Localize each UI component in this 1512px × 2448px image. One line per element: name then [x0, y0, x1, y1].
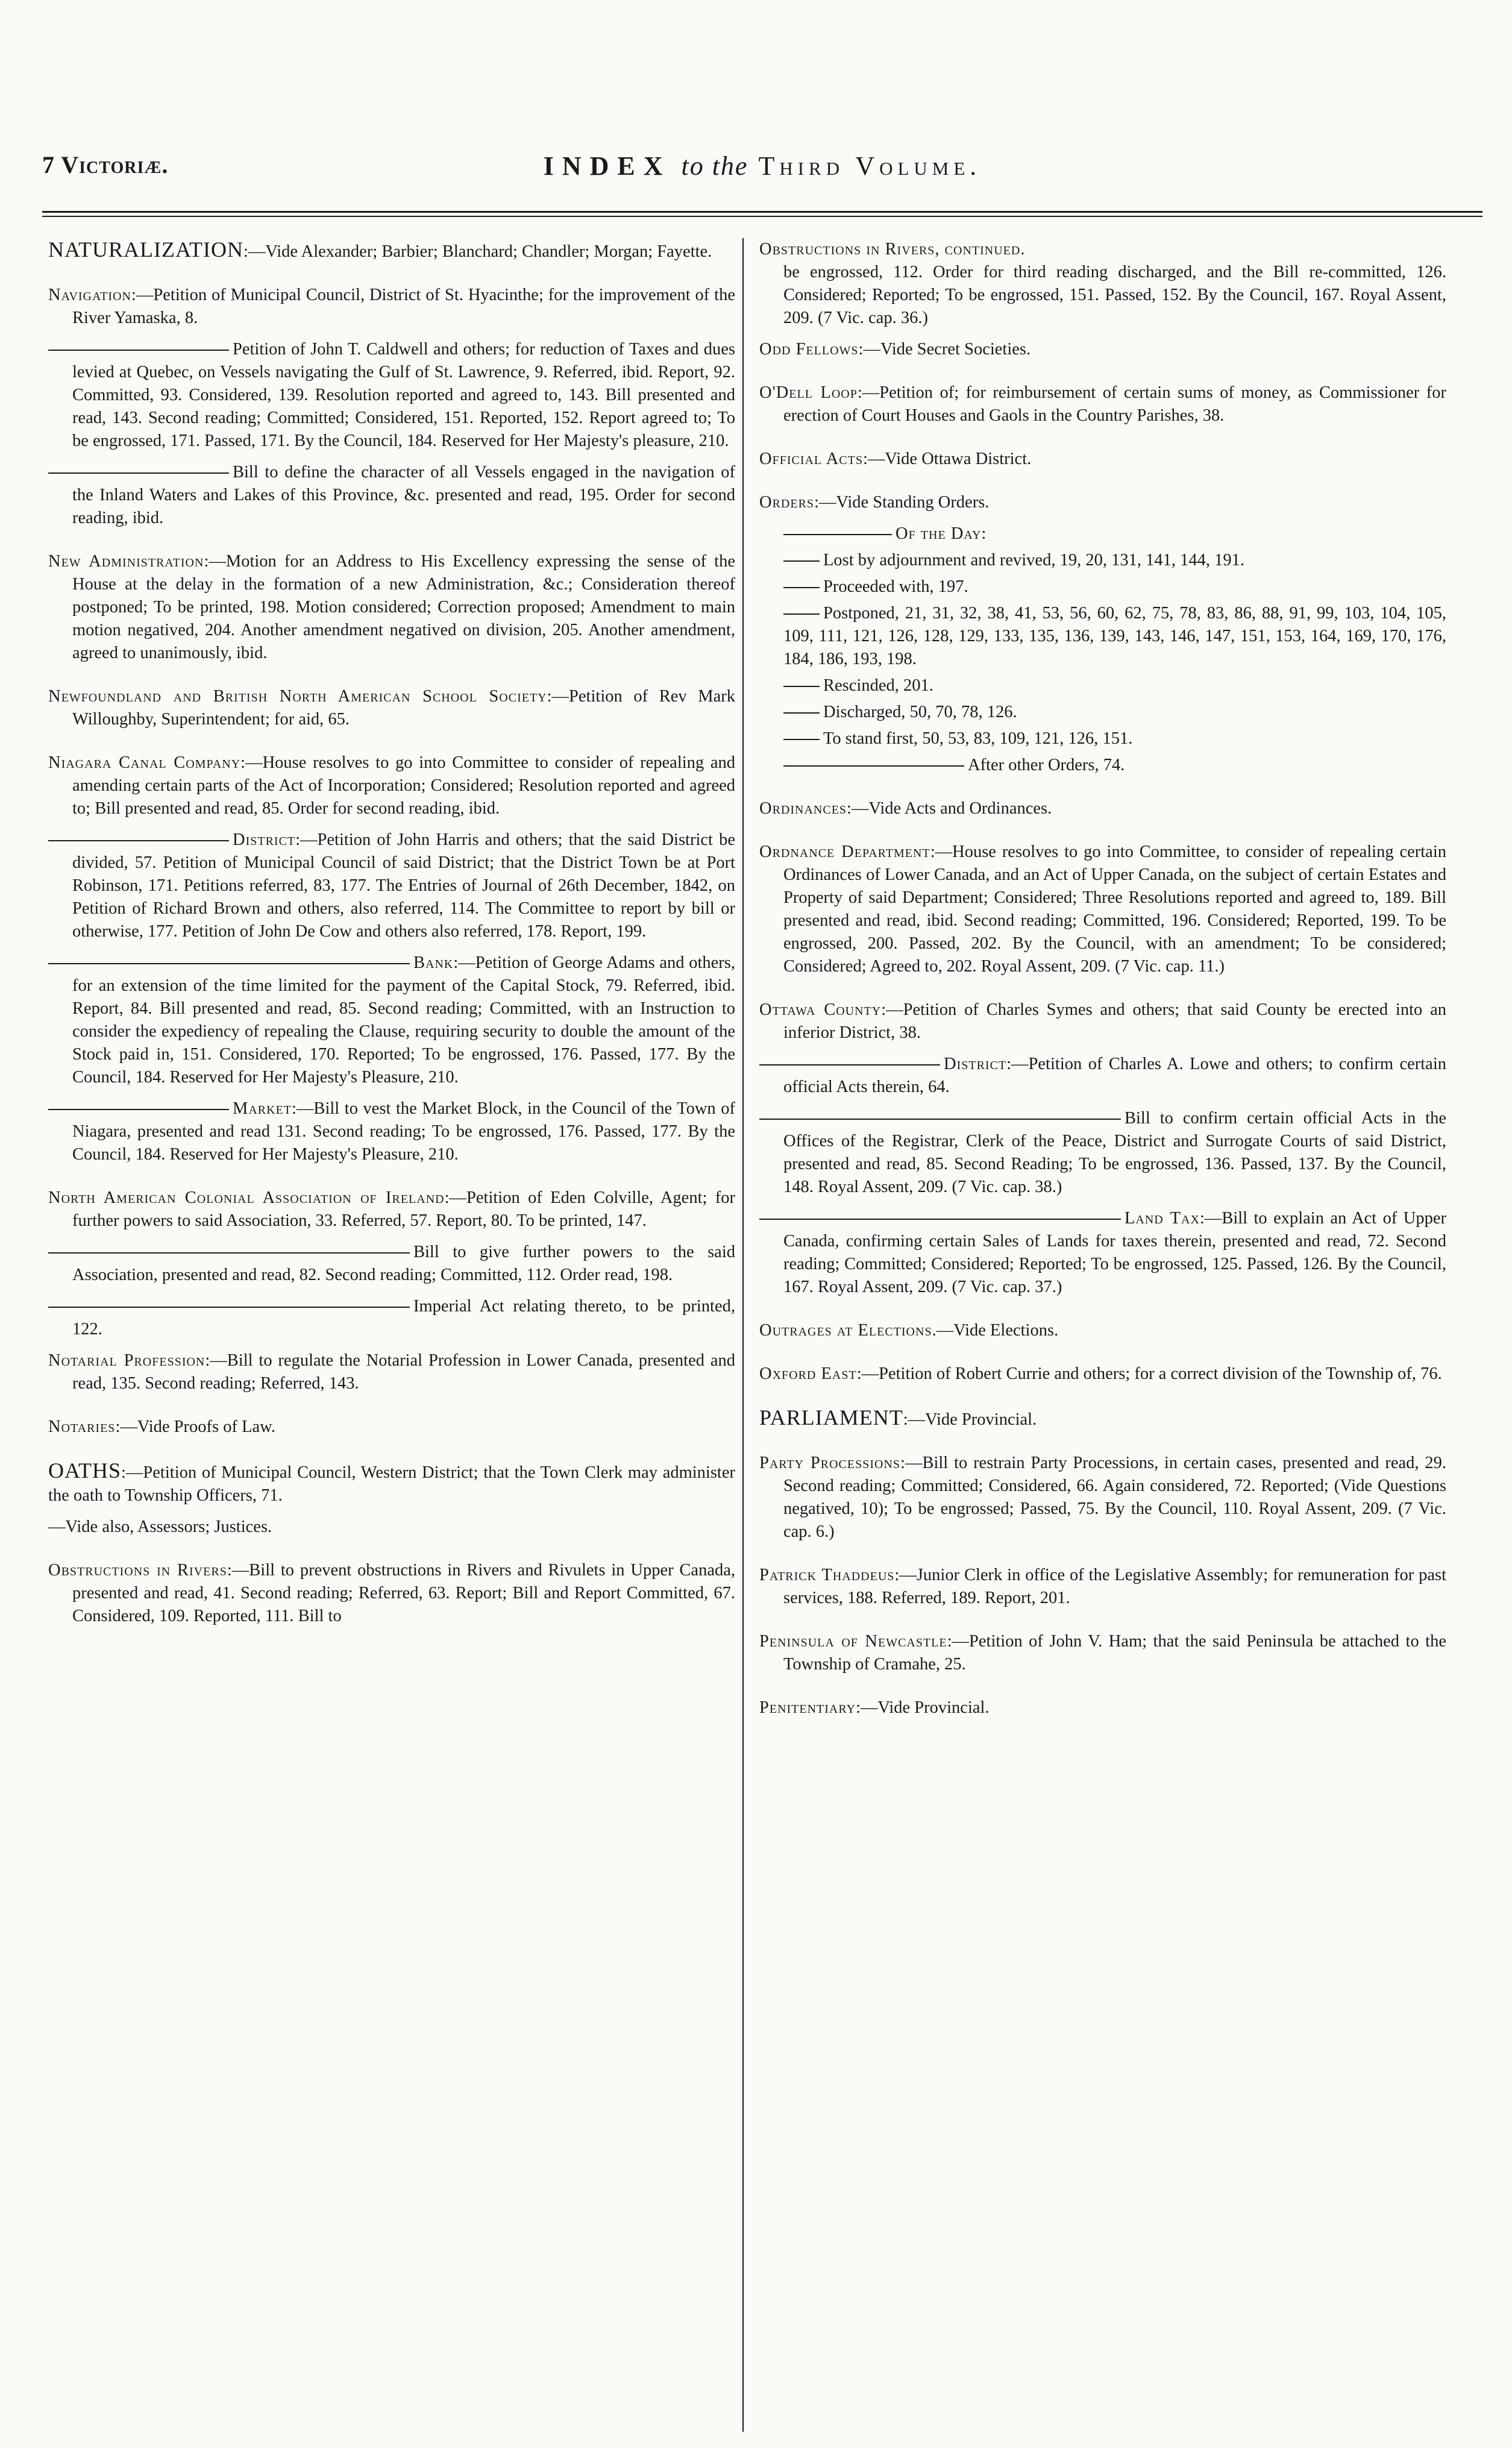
- index-subentry: [48, 952, 735, 1089]
- index-entry-naturalization: [48, 238, 735, 263]
- entry-text: :—House resolves to go into Committee to consider of repealing and amending certain parts of the Act of Incorporation; Considered; Resolution reported and agreed to; Bill presented and read, 85. Order for second reading, ibid.: [72, 753, 735, 818]
- index-subentry: [759, 602, 1446, 671]
- dash-rule: [48, 472, 229, 474]
- entry-text: Postponed, 21, 31, 32, 38, 41, 53, 56, 60, 62, 75, 78, 83, 86, 88, 91, 99, 103, 104, 105, 109, 111, 121, 126, 128, 129, 133, 135, 136, 139, 143, 146, 147, 151, 153, 164, 169, 170, 176, 184, 186, 193, 198.: [783, 604, 1446, 668]
- index-entry-notaries: [48, 1416, 735, 1439]
- entry-text: After other Orders, 74.: [968, 756, 1125, 774]
- index-subentry: [759, 523, 1446, 545]
- entry-head: Oxford East: [759, 1364, 857, 1383]
- entry-text: :—Petition of Municipal Council, District of St. Hyacinthe; for the improvement of the River Yamaska, 8.: [72, 286, 735, 327]
- title-lead: INDEX: [543, 151, 671, 181]
- dash-rule: [759, 1064, 940, 1066]
- entry-head: Newfoundland and British North American School Society: [48, 687, 547, 706]
- entry-text: :—Petition of John V. Ham; that the said Peninsula be attached to the Township of Cramahe, 25.: [783, 1632, 1446, 1674]
- index-entry-odell-loop: [759, 381, 1446, 427]
- entry-text: :—Petition of Municipal Council, Western District; that the Town Clerk may administer the oath to Township Officers, 71.: [48, 1463, 735, 1505]
- entry-head: North American Colonial Association of Ireland: [48, 1188, 445, 1207]
- index-entry-official-acts: [759, 448, 1446, 471]
- entry-text: —Vide also, Assessors; Justices.: [48, 1517, 272, 1536]
- dash-rule: [48, 1252, 410, 1254]
- index-entry-patrick-thaddeus: [759, 1564, 1446, 1610]
- entry-text: :—Vide Standing Orders.: [814, 493, 990, 512]
- entry-head: Ottawa County: [759, 1000, 882, 1019]
- entry-text: :—Petition of Robert Currie and others; for a correct division of the Township of, 76.: [856, 1364, 1442, 1383]
- index-subentry: [48, 1516, 735, 1539]
- index-entry-party-processions: [759, 1452, 1446, 1543]
- entry-head: Navigation: [48, 286, 131, 304]
- index-subentry: [48, 1295, 735, 1341]
- dash-rule: [783, 686, 820, 687]
- index-entry-peninsula: [759, 1630, 1446, 1676]
- dash-rule: [783, 712, 820, 714]
- index-entry-north-american: [48, 1187, 735, 1232]
- left-column: [48, 238, 735, 2432]
- index-subentry: [759, 549, 1446, 572]
- entry-text: Bill to give further powers to the said Association, presented and read, 82. Second reading; Committed, 112. Order read, 198.: [72, 1243, 735, 1284]
- entry-subhead: Bank: [413, 953, 454, 972]
- entry-head: Orders: [759, 493, 815, 512]
- entry-subhead: District: [944, 1055, 1007, 1073]
- index-entry-ordinances: [759, 797, 1446, 820]
- entry-head: Niagara Canal Company: [48, 753, 241, 772]
- entry-text: Proceeded with, 197.: [823, 577, 968, 596]
- entry-text: :—Bill to prevent obstructions in Rivers and Rivulets in Upper Canada, presented and read, 41. Second reading; Referred, 63. Report; Bill and Report Committed, 67. Considered, 109. Reported, 111. Bill to: [72, 1561, 735, 1625]
- column-divider: [742, 238, 744, 2432]
- index-subentry: [48, 1097, 735, 1166]
- index-subentry: [759, 1107, 1446, 1199]
- index-subentry: [48, 829, 735, 943]
- entry-text: :—Bill to regulate the Notarial Profession in Lower Canada, presented and read, 135. Second reading; Referred, 143.: [72, 1351, 735, 1393]
- entry-text: :—House resolves to go into Committee, to consider of repealing certain Ordinances of Lower Canada, and an Act of Upper Canada, on the subject of certain Estates and Property of said Department; Considered; Three Resolutions reported and agreed to, 189. Bill presented and read, ibid. Second reading; Committed, 196. Considered; Reported, 199. To be engrossed, 200. Passed, 202. By the Council, with an amendment; To be considered; Considered; Agreed to, 202. Royal Assent, 209. (7 Vic. cap. 11.): [783, 843, 1446, 976]
- index-subentry: [48, 338, 735, 453]
- page-header: [42, 151, 1482, 199]
- entry-text: :—Vide Provincial.: [856, 1698, 990, 1717]
- entry-subhead: Market: [233, 1099, 292, 1118]
- dash-rule: [759, 1119, 1121, 1120]
- entry-head: O'Dell Loop: [759, 383, 858, 402]
- index-entry-ordnance: [759, 841, 1446, 978]
- entry-text: .—Vide Elections.: [932, 1321, 1059, 1340]
- index-subentry: [48, 461, 735, 530]
- index-entry-ottawa-county: [759, 999, 1446, 1044]
- entry-head: Outrages at Elections: [759, 1321, 932, 1340]
- entry-text: :—Petition of John Harris and others; that the said District be divided, 57. Petition of Municipal Council of said District; that the District Town be at Port Robinson, 171. Petitions referred, 83, 177. The Entries of Journal of 26th December, 1842, on Petition of Richard Brown and others, also referred, 114. The Committee to report by bill or otherwise, 177. Petition of John De Cow and others also referred, 178. Report, 199.: [72, 830, 735, 941]
- entry-text: Bill to confirm certain official Acts in the Offices of the Registrar, Clerk of the Peace, District and Surrogate Courts of said District, presented and read, 85. Second Reading; To be engrossed, 136. Passed, 137. By the Council, 148. Royal Assent, 209. (7 Vic. cap. 38.): [783, 1109, 1446, 1196]
- index-entry-orders: [759, 491, 1446, 514]
- entry-subhead: District: [233, 830, 296, 849]
- index-entry-new-administration: [48, 550, 735, 665]
- index-entry-penitentiary: [759, 1696, 1446, 1719]
- index-subentry: [759, 1207, 1446, 1299]
- index-subentry: [759, 754, 1446, 777]
- index-entry-navigation: [48, 284, 735, 330]
- index-entry-oxford-east: [759, 1363, 1446, 1386]
- dash-rule: [783, 560, 820, 562]
- entry-text: :—Petition of Charles A. Lowe and others; to confirm certain official Acts therein, 64.: [783, 1055, 1446, 1096]
- entry-text: :—Bill to explain an Act of Upper Canada, confirming certain Sales of Lands for taxes therein, presented and read, 72. Second reading; Committed; Considered; Reported; To be engrossed, 125. Passed, 126. By the Council, 167. Royal Assent, 209. (7 Vic. cap. 37.): [783, 1209, 1446, 1296]
- index-entry-niagara: [48, 752, 735, 820]
- entry-text: :—Bill to vest the Market Block, in the Council of the Town of Niagara, presented and read 131. Second reading; To be engrossed, 176. Passed, 177. By the Council, 184. Reserved for Her Majesty's Pleasure, 210.: [72, 1099, 735, 1164]
- dash-rule: [783, 614, 820, 615]
- entry-text: :—Petition of Eden Colville, Agent; for further powers to said Association, 33. Referred, 57. Report, 80. To be printed, 147.: [72, 1188, 735, 1230]
- index-entry-obstructions-cont: [759, 238, 1446, 330]
- index-subentry: [759, 701, 1446, 724]
- index-subentry: [759, 727, 1446, 750]
- entry-head: Penitentiary: [759, 1698, 856, 1717]
- entry-subhead: Of the Day: [896, 524, 982, 543]
- index-entry-outrages: [759, 1319, 1446, 1342]
- right-column: [759, 238, 1446, 2432]
- entry-head: OATHS: [48, 1458, 122, 1483]
- entry-text: :—Vide Acts and Ordinances.: [847, 799, 1052, 818]
- index-entry-newfoundland: [48, 685, 735, 731]
- entry-head: Ordinances: [759, 799, 847, 818]
- entry-text: Discharged, 50, 70, 78, 126.: [823, 703, 1017, 721]
- entry-head: Patrick Thaddeus: [759, 1566, 895, 1584]
- entry-head: Peninsula of Newcastle: [759, 1632, 947, 1651]
- dash-rule: [759, 1219, 1121, 1220]
- folio: 7 Victoriæ.: [42, 151, 169, 178]
- dash-rule: [783, 765, 964, 767]
- index-subentry: [759, 674, 1446, 697]
- entry-head: Notarial Profession: [48, 1351, 205, 1370]
- dash-rule: [48, 350, 229, 351]
- dash-rule: [783, 534, 892, 535]
- entry-head: New Administration: [48, 552, 204, 571]
- entry-text: :—Motion for an Address to His Excellency expressing the sense of the House at the delay in the formation of a new Administration, &c.; Consideration thereof postponed; To be printed, 198. Motion considered; Correction proposed; Amendment to main motion negatived, 204. Another amendment negatived on division, 205. Another amendment, agreed to unanimously, ibid.: [72, 552, 735, 662]
- entry-text: :—Vide Secret Societies.: [858, 340, 1031, 359]
- entry-text: be engrossed, 112. Order for third reading discharged, and the Bill re-committed, 126. Considered; Reported; To be engrossed, 151. Passed, 152. By the Council, 167. Royal Assent, 209. (7 Vic. cap. 36.): [783, 263, 1446, 327]
- entry-head: Obstructions in Rivers, continued.: [759, 240, 1026, 259]
- entry-head: Party Processions: [759, 1454, 901, 1472]
- entry-head: Official Acts: [759, 450, 863, 468]
- entry-text: :—Vide Proofs of Law.: [115, 1417, 275, 1436]
- entry-text: :—Petition of; for reimbursement of certain sums of money, as Commissioner for erection of Court Houses and Gaols in the Country Parishes, 38.: [783, 383, 1446, 425]
- entry-text: :—Vide Provincial.: [903, 1410, 1037, 1429]
- entry-text: To stand first, 50, 53, 83, 109, 121, 126, 151.: [823, 729, 1133, 748]
- entry-head: Obstructions in Rivers: [48, 1561, 227, 1580]
- dash-rule: [48, 840, 229, 841]
- entry-text: Lost by adjournment and revived, 19, 20, 131, 141, 144, 191.: [823, 551, 1244, 570]
- entry-text: :—Vide Ottawa District.: [862, 450, 1032, 468]
- header-rule-thin: [42, 216, 1482, 217]
- entry-text: :—Petition of Rev Mark Willoughby, Superintendent; for aid, 65.: [72, 687, 735, 729]
- entry-text: :—Petition of Charles Symes and others; that said County be erected into an inferior District, 38.: [783, 1000, 1446, 1042]
- dash-rule: [48, 1109, 229, 1110]
- entry-text: Rescinded, 201.: [823, 676, 933, 695]
- entry-text: :—Petition of George Adams and others, for an extension of the time limited for the payment of the Capital Stock, 79. Referred, ibid. Report, 84. Bill presented and read, 85. Second reading; Committed, with an Instruction to consider the expediency of repealing the Clause, requiring security to double the amount of the Stock paid in, 151. Considered, 170. Reported; To be engrossed, 176. Passed, 177. By the Council, 184. Reserved for Her Majesty's Pleasure, 210.: [72, 953, 735, 1087]
- index-subentry: [759, 576, 1446, 598]
- index-entry-obstructions: [48, 1559, 735, 1628]
- entry-head: NATURALIZATION: [48, 238, 243, 262]
- entry-text: :—Junior Clerk in office of the Legislative Assembly; for remuneration for past services, 188. Referred, 189. Report, 201.: [783, 1566, 1446, 1607]
- index-entry-oaths: [48, 1459, 735, 1507]
- entry-head: Ordnance Department: [759, 843, 930, 861]
- entry-text: :: [981, 524, 987, 543]
- index-entry-notarial: [48, 1349, 735, 1395]
- header-rule: [42, 211, 1482, 213]
- index-subentry: [48, 1241, 735, 1287]
- index-entry-parliament: [759, 1406, 1446, 1431]
- entry-text: Petition of John T. Caldwell and others; for reduction of Taxes and dues levied at Quebec, on Vessels navigating the Gulf of St. Lawrence, 9. Referred, ibid. Report, 92. Committed, 93. Considered, 139. Resolution reported and agreed to, 143. Bill presented and read, 143. Second reading; Committed; Considered, 151. Reported, 152. Report agreed to; To be engrossed, 171. Passed, 171. By the Council, 184. Reserved for Her Majesty's pleasure, 210.: [72, 340, 735, 450]
- dash-rule: [48, 1307, 410, 1308]
- dash-rule: [48, 963, 410, 964]
- index-subentry: [759, 1053, 1446, 1099]
- entry-text: Bill to define the character of all Vessels engaged in the navigation of the Inland Waters and Lakes of this Province, &c. presented and read, 195. Order for second reading, ibid.: [72, 463, 735, 527]
- entry-head: PARLIAMENT: [759, 1405, 903, 1430]
- entry-head: Odd Fellows: [759, 340, 859, 359]
- entry-text: :—Bill to restrain Party Processions, in certain cases, presented and read, 29. Second reading; Committed; Considered, 66. Again considered, 72. Reported; (Vide Questions negatived, 10); To be engrossed; Passed, 75. By the Council, 110. Royal Assent, 209. (7 Vic. cap. 6.): [783, 1454, 1446, 1541]
- entry-head: Notaries: [48, 1417, 116, 1436]
- dash-rule: [783, 739, 820, 740]
- entry-text: Imperial Act relating thereto, to be printed, 122.: [72, 1297, 735, 1339]
- running-title: [42, 151, 1482, 181]
- entry-subhead: Land Tax: [1125, 1209, 1200, 1228]
- dash-rule: [783, 587, 820, 588]
- title-mid: to the: [681, 151, 748, 181]
- title-end: Third Volume.: [758, 151, 982, 181]
- index-entry-odd-fellows: [759, 338, 1446, 361]
- entry-text: :—Vide Alexander; Barbier; Blanchard; Chandler; Morgan; Fayette.: [243, 242, 712, 261]
